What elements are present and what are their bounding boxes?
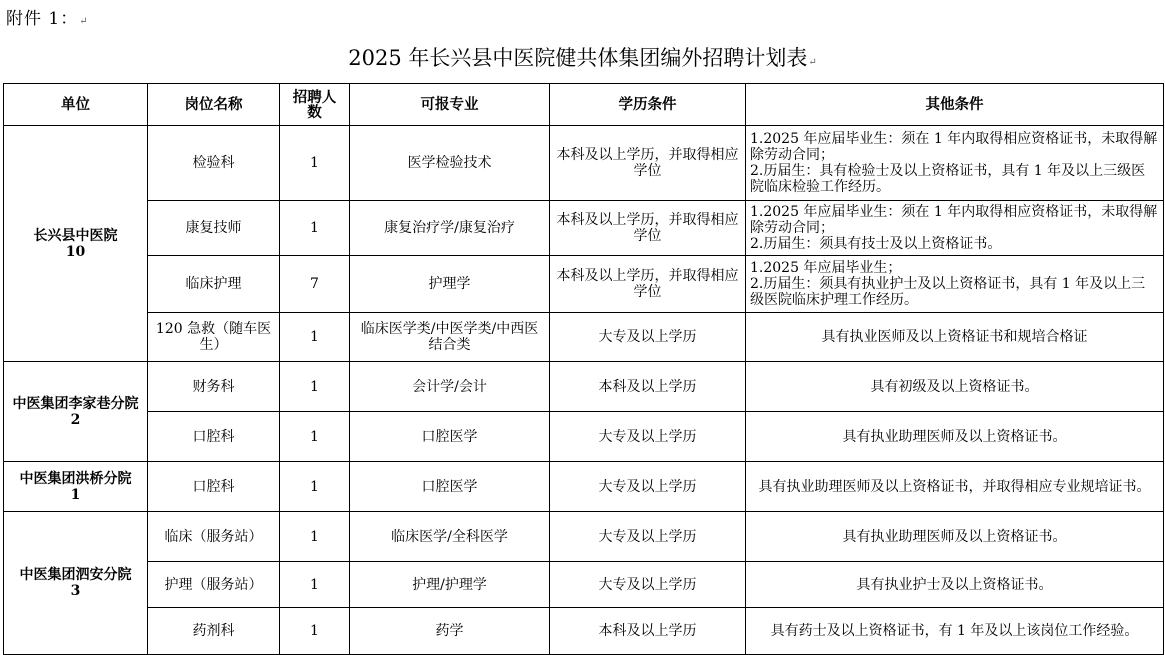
education-cell: 大专及以上学历 [550, 313, 746, 362]
major-cell: 口腔医学 [350, 462, 550, 512]
position-cell: 临床（服务站） [148, 512, 280, 562]
education-cell: 本科及以上学历，并取得相应学位 [550, 256, 746, 313]
education-cell: 本科及以上学历，并取得相应学位 [550, 126, 746, 201]
table-row [4, 512, 1164, 562]
position-cell: 口腔科 [148, 462, 280, 512]
count-cell: 1 [280, 562, 350, 608]
table-row [4, 313, 1164, 362]
other-conditions-cell: 具有执业助理医师及以上资格证书。 [746, 412, 1164, 462]
position-cell: 药剂科 [148, 608, 280, 655]
recruitment-table [3, 83, 1164, 655]
unit-cell: 中医集团李家巷分院 2 [4, 362, 148, 462]
education-cell: 大专及以上学历 [550, 462, 746, 512]
position-cell: 临床护理 [148, 256, 280, 313]
header-unit: 单位 [4, 84, 148, 126]
table-row [4, 608, 1164, 655]
major-cell: 医学检验技术 [350, 126, 550, 201]
count-cell: 1 [280, 462, 350, 512]
position-cell: 检验科 [148, 126, 280, 201]
education-cell: 大专及以上学历 [550, 562, 746, 608]
other-conditions-cell: 具有执业助理医师及以上资格证书。 [746, 512, 1164, 562]
count-cell: 1 [280, 512, 350, 562]
major-cell: 护理学 [350, 256, 550, 313]
count-cell: 1 [280, 201, 350, 256]
other-conditions-cell: 具有执业护士及以上资格证书。 [746, 562, 1164, 608]
count-cell: 1 [280, 412, 350, 462]
table-row [4, 126, 1164, 201]
count-cell: 7 [280, 256, 350, 313]
education-cell: 本科及以上学历 [550, 362, 746, 412]
other-conditions-cell: 具有执业医师及以上资格证书和规培合格证 [746, 313, 1164, 362]
count-cell: 1 [280, 126, 350, 201]
major-cell: 口腔医学 [350, 412, 550, 462]
other-conditions-cell: 1.2025 年应届毕业生：须在 1 年内取得相应资格证书，未取得解除劳动合同； 2.历届生：具有检验士及以上资格证书，具有 1 年及以上三级医院临床检验工作经历。 [746, 126, 1164, 201]
major-cell: 康复治疗学/康复治疗 [350, 201, 550, 256]
education-cell: 本科及以上学历，并取得相应学位 [550, 201, 746, 256]
position-cell: 康复技师 [148, 201, 280, 256]
other-conditions-cell: 具有执业助理医师及以上资格证书，并取得相应专业规培证书。 [746, 462, 1164, 512]
position-cell: 财务科 [148, 362, 280, 412]
header-other: 其他条件 [746, 84, 1164, 126]
major-cell: 药学 [350, 608, 550, 655]
position-cell: 口腔科 [148, 412, 280, 462]
major-cell: 护理/护理学 [350, 562, 550, 608]
header-major: 可报专业 [350, 84, 550, 126]
other-conditions-cell: 具有初级及以上资格证书。 [746, 362, 1164, 412]
major-cell: 临床医学/全科医学 [350, 512, 550, 562]
education-cell: 大专及以上学历 [550, 512, 746, 562]
education-cell: 本科及以上学历 [550, 608, 746, 655]
table-row [4, 201, 1164, 256]
other-conditions-cell: 1.2025 年应届毕业生； 2.历届生：须具有执业护士及以上资格证书，具有 1 年及以上三级医院临床护理工作经历。 [746, 256, 1164, 313]
major-cell: 临床医学类/中医学类/中西医结合类 [350, 313, 550, 362]
unit-cell: 中医集团泗安分院 3 [4, 512, 148, 655]
major-cell: 会计学/会计 [350, 362, 550, 412]
position-cell: 护理（服务站） [148, 562, 280, 608]
table-row [4, 462, 1164, 512]
other-conditions-cell: 具有药士及以上资格证书，有 1 年及以上该岗位工作经验。 [746, 608, 1164, 655]
header-count: 招聘人 数 [280, 84, 350, 126]
position-cell: 120 急救（随车医生） [148, 313, 280, 362]
count-cell: 1 [280, 313, 350, 362]
unit-cell: 长兴县中医院 10 [4, 126, 148, 362]
education-cell: 大专及以上学历 [550, 412, 746, 462]
count-cell: 1 [280, 608, 350, 655]
table-row [4, 362, 1164, 412]
unit-cell: 中医集团洪桥分院 1 [4, 462, 148, 512]
page-title: 2025 年长兴县中医院健共体集团编外招聘计划表↵ [348, 46, 817, 70]
count-cell: 1 [280, 362, 350, 412]
table-row [4, 412, 1164, 462]
header-position: 岗位名称 [148, 84, 280, 126]
other-conditions-cell: 1.2025 年应届毕业生：须在 1 年内取得相应资格证书，未取得解除劳动合同； 2.历届生：须具有技士及以上资格证书。 [746, 201, 1164, 256]
table-header-row [4, 84, 1164, 126]
header-education: 学历条件 [550, 84, 746, 126]
attachment-label: 附件 1：↵ [6, 9, 89, 29]
table-row [4, 256, 1164, 313]
table-row [4, 562, 1164, 608]
